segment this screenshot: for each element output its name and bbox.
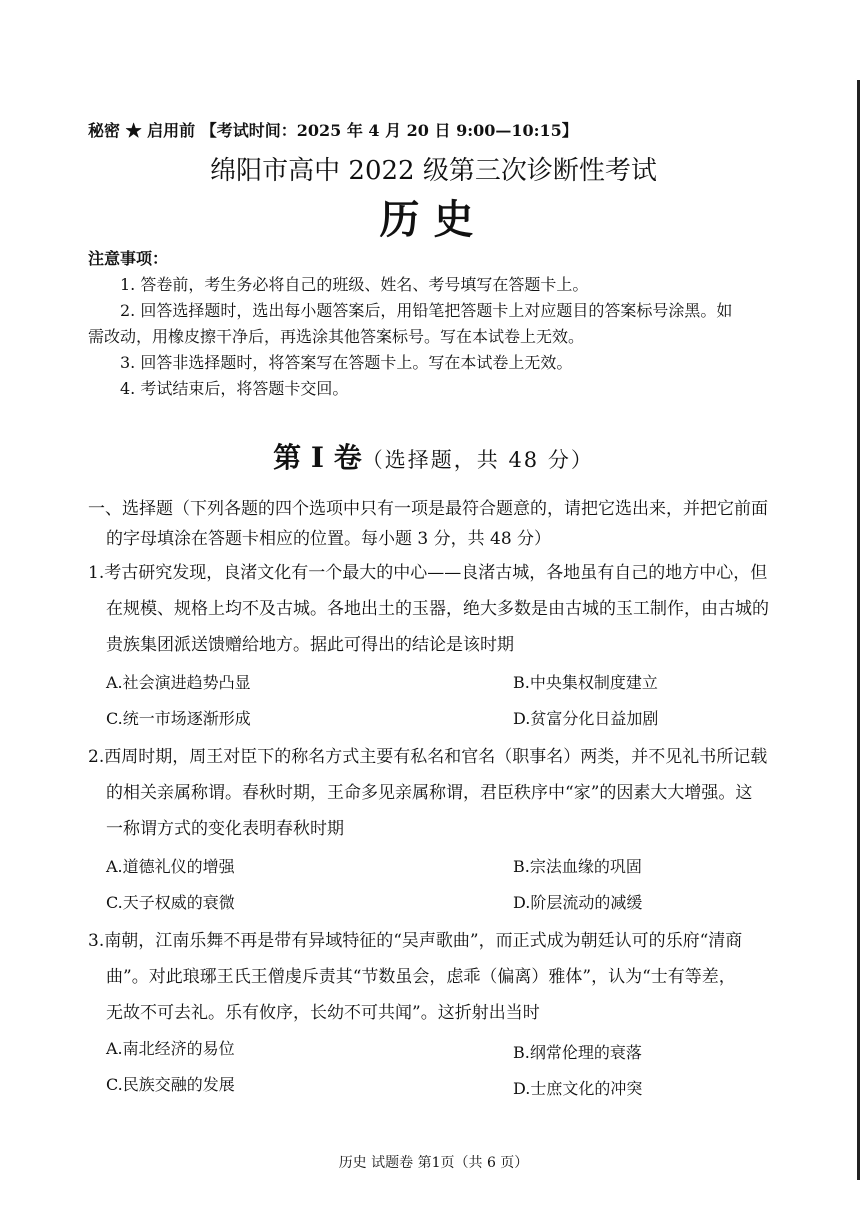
notice-item: 1. 答卷前，考生务必将自己的班级、姓名、考号填写在答题卡上。 xyxy=(120,275,589,294)
section-title xyxy=(0,436,867,476)
question-text: 曲”。对此琅琊王氏王僧虔斥责其“节数虽会，虑乖（偏离）雅体”，认为“士有等差， xyxy=(106,967,736,987)
question-text: 1.考古研究发现，良渚文化有一个最大的中心——良渚古城，各地虽有自己的地方中心，但 xyxy=(88,563,768,583)
section-title-sub: （选择题，共 48 分） xyxy=(361,448,594,472)
question-text: 贵族集团派送馈赠给地方。据此可得出的结论是该时期 xyxy=(106,635,514,655)
option-a: A.道德礼仪的增强 xyxy=(106,857,235,876)
option-a: A.社会演进趋势凸显 xyxy=(106,673,251,692)
option-b: B.中央集权制度建立 xyxy=(513,673,658,692)
notice-heading: 注意事项： xyxy=(88,249,169,268)
part-instructions: 一、选择题（下列各题的四个选项中只有一项是最符合题意的，请把它选出来，并把它前面 xyxy=(88,499,768,519)
exam-title: 绵阳市高中 2022 级第三次诊断性考试 xyxy=(210,156,657,186)
notice-item: 需改动，用橡皮擦干净后，再选涂其他答案标号。写在本试卷上无效。 xyxy=(88,327,585,346)
part-instructions: 的字母填涂在答题卡相应的位置。每小题 3 分，共 48 分） xyxy=(106,529,552,549)
question-text: 2.西周时期，周王对臣下的称名方式主要有私名和官名（职事名）两类，并不见礼书所记载 xyxy=(88,747,768,767)
option-d: D.士庶文化的冲突 xyxy=(513,1079,643,1098)
option-c: C.统一市场逐渐形成 xyxy=(106,709,251,728)
question-text: 无故不可去礼。乐有攸序，长幼不可共闻”。这折射出当时 xyxy=(106,1003,540,1023)
confidential-line: 秘密 ★ 启用前 【考试时间：2025 年 4 月 20 日 9:00—10:15】 xyxy=(88,121,578,140)
option-c: C.民族交融的发展 xyxy=(106,1075,235,1094)
notice-item: 2. 回答选择题时，选出每小题答案后，用铅笔把答题卡上对应题目的答案标号涂黑。如 xyxy=(120,301,733,320)
section-title-main: 第 I 卷 xyxy=(273,441,362,474)
subject-title: 历史 xyxy=(379,196,488,243)
notice-item: 4. 考试结束后，将答题卡交回。 xyxy=(120,379,349,398)
option-d: D.阶层流动的减缓 xyxy=(513,893,643,912)
notice-item: 3. 回答非选择题时，将答案写在答题卡上。写在本试卷上无效。 xyxy=(120,353,573,372)
page-footer: 历史 试题卷 第1页（共 6 页） xyxy=(338,1155,529,1171)
question-text: 的相关亲属称谓。春秋时期，王命多见亲属称谓，君臣秩序中“家”的因素大大增强。这 xyxy=(106,783,753,803)
option-a: A.南北经济的易位 xyxy=(106,1039,235,1058)
question-text: 3.南朝，江南乐舞不再是带有异域特征的“吴声歌曲”，而正式成为朝廷认可的乐府“清商 xyxy=(88,931,743,951)
question-text: 一称谓方式的变化表明春秋时期 xyxy=(106,819,344,839)
option-b: B.纲常伦理的衰落 xyxy=(513,1043,642,1062)
option-d: D.贫富分化日益加剧 xyxy=(513,709,659,728)
option-b: B.宗法血缘的巩固 xyxy=(513,857,642,876)
scan-edge-line xyxy=(857,80,860,1180)
question-text: 在规模、规格上均不及古城。各地出土的玉器，绝大多数是由古城的玉工制作，由古城的 xyxy=(106,599,769,619)
option-c: C.天子权威的衰微 xyxy=(106,893,235,912)
